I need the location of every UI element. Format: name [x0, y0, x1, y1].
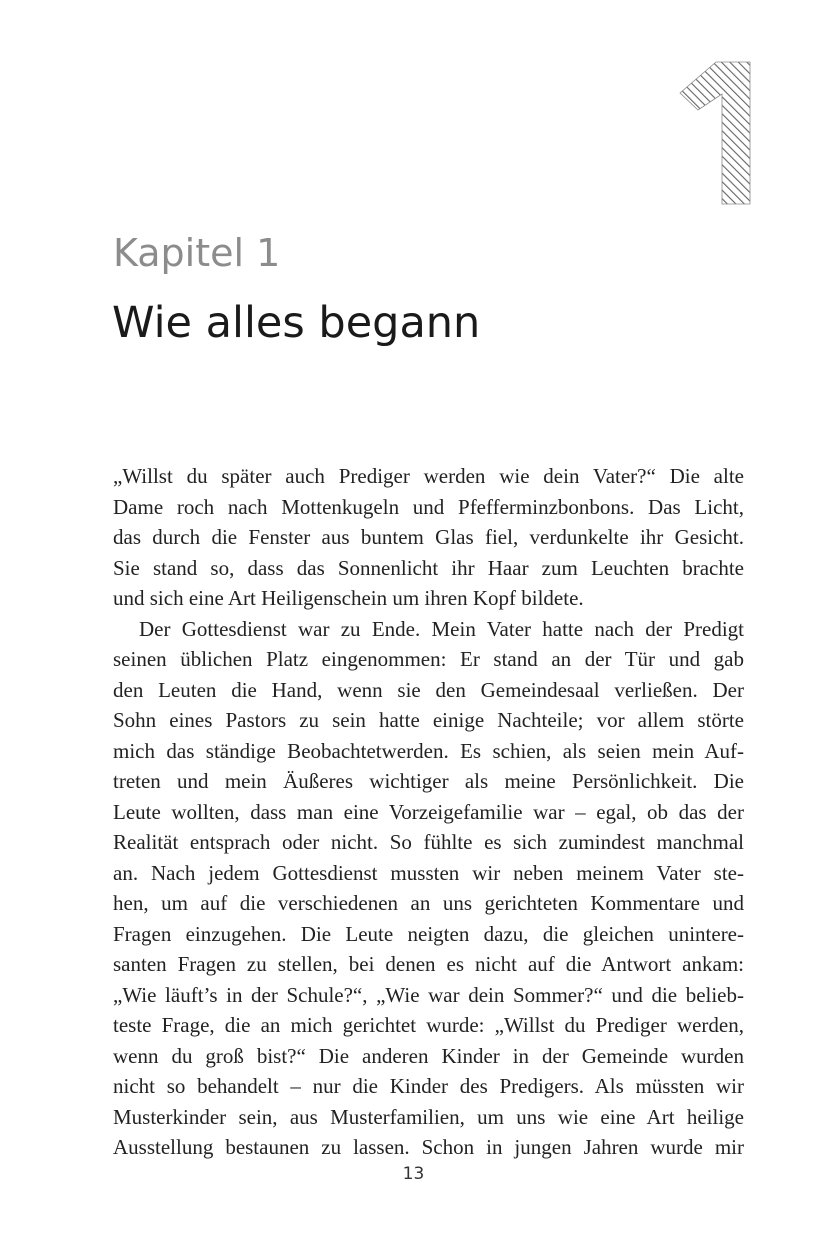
text-line: das durch die Fenster aus buntem Glas fiel, verdunkelte ihr Gesicht. [113, 525, 744, 549]
text-line: Fragen einzugehen. Die Leute neigten dazu, die gleichen unintere- [113, 921, 744, 946]
text-line: Ausstellung bestaunen zu lassen. Schon in jungen Jahren wurde mir [113, 1135, 744, 1159]
text-line: wenn du groß bist?“ Die anderen Kinder in der Gemeinde wurden [113, 1043, 744, 1068]
text-line: „Wie läuft’s in der Schule?“, „Wie war dein Sommer?“ und die belieb- [113, 982, 744, 1007]
text-line: mich das ständige Beobachtetwerden. Es schien, als seien mein Auf- [113, 738, 744, 763]
text-line: Sohn eines Pastors zu sein hatte einige Nachteile; vor allem störte [113, 708, 744, 732]
text-line: Realität entsprach oder nicht. So fühlte es sich zumindest manchmal [113, 830, 744, 854]
text-line: teste Frage, die an mich gerichtet wurde: „Willst du Prediger werden, [113, 1013, 744, 1037]
paragraph [113, 614, 744, 1163]
text-line: an. Nach jedem Gottesdienst mussten wir neben meinem Vater ste- [113, 860, 744, 885]
text-line: seinen üblichen Platz eingenommen: Er stand an der Tür und gab [113, 647, 744, 671]
text-line: Sie stand so, dass das Sonnenlicht ihr Haar zum Leuchten brachte [113, 555, 744, 580]
text-line: Musterkinder sein, aus Musterfamilien, um uns wie eine Art heilige [113, 1104, 744, 1129]
text-line: treten und mein Äußeres wichtiger als meine Persönlichkeit. Die [113, 769, 744, 793]
body-text [113, 461, 744, 1163]
chapter-numeral-graphic [676, 60, 752, 206]
chapter-label: Kapitel 1 [113, 231, 281, 275]
text-line: hen, um auf die verschiedenen an uns gerichteten Kommentare und [113, 891, 744, 915]
page-number: 13 [402, 1164, 425, 1184]
text-line: den Leuten die Hand, wenn sie den Gemeindesaal verließen. Der [113, 677, 744, 702]
text-line: santen Fragen zu stellen, bei denen es nicht auf die Antwort ankam: [113, 952, 744, 976]
paragraph [113, 461, 744, 614]
text-line: Der Gottesdienst war zu Ende. Mein Vater hatte nach der Predigt [139, 616, 744, 641]
text-line: nicht so behandelt – nur die Kinder des Predigers. Als müssten wir [113, 1074, 744, 1098]
text-line: und sich eine Art Heiligenschein um ihren Kopf bildete. [113, 586, 584, 610]
text-line: Dame roch nach Mottenkugeln und Pfefferminzbonbons. Das Licht, [113, 494, 744, 519]
chapter-title: Wie alles begann [112, 298, 481, 348]
text-line: Leute wollten, dass man eine Vorzeigefamilie war – egal, ob das der [113, 799, 744, 824]
text-line: „Willst du später auch Prediger werden wie dein Vater?“ Die alte [113, 464, 744, 488]
